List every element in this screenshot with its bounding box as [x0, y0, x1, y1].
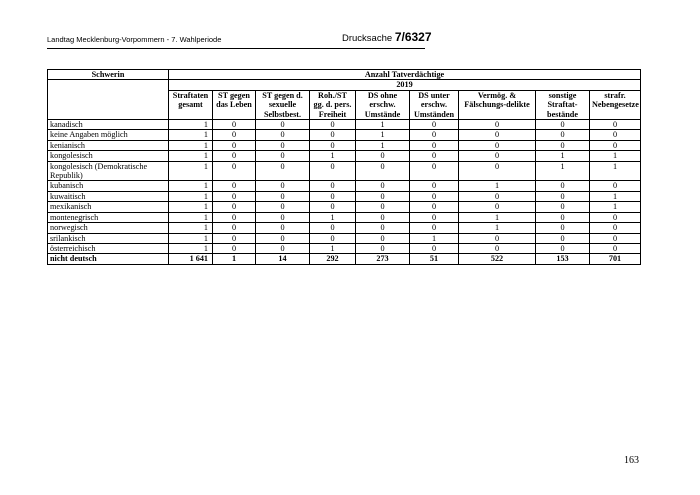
row-label: montenegrisch — [48, 212, 169, 222]
table-row — [48, 130, 641, 140]
table-cell: 0 — [459, 151, 536, 161]
table-cell: 0 — [356, 202, 410, 212]
table-cell: 0 — [356, 191, 410, 201]
total-row — [48, 254, 641, 264]
table-cell: 1 — [536, 161, 590, 181]
table-cell: 1 — [169, 191, 213, 201]
table-cell: 292 — [310, 254, 356, 264]
column-header: ST gegen d. sexuelle Selbstbest. — [256, 90, 310, 119]
table-cell: 1 — [310, 212, 356, 222]
suspects-table — [47, 69, 641, 265]
row-label: kubanisch — [48, 181, 169, 191]
row-label: österreichisch — [48, 243, 169, 253]
header-row-2 — [48, 80, 641, 90]
table-row — [48, 243, 641, 253]
row-label: kanadisch — [48, 120, 169, 130]
table-cell: 1 — [169, 130, 213, 140]
empty-header-cell — [48, 80, 169, 90]
table-cell: 1 — [356, 140, 410, 150]
table-cell: 0 — [410, 161, 459, 181]
table-cell: 0 — [256, 151, 310, 161]
table-cell: 0 — [590, 181, 641, 191]
table-cell: 14 — [256, 254, 310, 264]
table-cell: 0 — [590, 212, 641, 222]
row-label: nicht deutsch — [48, 254, 169, 264]
table-cell: 0 — [536, 212, 590, 222]
table-cell: 0 — [213, 151, 256, 161]
table-cell: 1 — [590, 202, 641, 212]
table-cell: 0 — [256, 243, 310, 253]
column-header: Straftaten gesamt — [169, 90, 213, 119]
table-row — [48, 223, 641, 233]
column-header: strafr. Nebengesetze — [590, 90, 641, 119]
page-number: 163 — [624, 455, 639, 466]
column-header: sonstige Straftat-bestände — [536, 90, 590, 119]
table-cell: 1 — [310, 243, 356, 253]
table-cell: 0 — [310, 140, 356, 150]
table-cell: 0 — [256, 202, 310, 212]
table-cell: 0 — [213, 120, 256, 130]
table-body — [48, 120, 641, 265]
table-cell: 0 — [213, 223, 256, 233]
table-cell: 0 — [310, 120, 356, 130]
table-cell: 0 — [590, 233, 641, 243]
table-cell: 1 — [410, 233, 459, 243]
row-label: keine Angaben möglich — [48, 130, 169, 140]
table-cell: 0 — [213, 243, 256, 253]
table-cell: 1 — [169, 223, 213, 233]
table-cell: 1 — [169, 140, 213, 150]
row-label: kongolesisch (Demokratische Republik) — [48, 161, 169, 181]
table-cell: 0 — [310, 191, 356, 201]
table-row — [48, 212, 641, 222]
table-cell: 0 — [459, 202, 536, 212]
table-cell: 0 — [356, 181, 410, 191]
table-cell: 0 — [459, 120, 536, 130]
column-header: Roh./ST gg. d. pers. Freiheit — [310, 90, 356, 119]
table-cell: 0 — [310, 181, 356, 191]
table-cell: 0 — [256, 161, 310, 181]
table-cell: 1 — [536, 151, 590, 161]
table-cell: 153 — [536, 254, 590, 264]
region-header: Schwerin — [48, 70, 169, 80]
column-header: DS unter erschw. Umständen — [410, 90, 459, 119]
column-header-row — [48, 90, 641, 119]
table-cell: 1 — [169, 212, 213, 222]
document-number: 7/6327 — [394, 30, 432, 44]
table-row — [48, 151, 641, 161]
table-cell: 1 — [590, 151, 641, 161]
table-cell: 0 — [213, 233, 256, 243]
table-cell: 1 — [356, 120, 410, 130]
table-cell: 0 — [459, 233, 536, 243]
table-cell: 0 — [256, 140, 310, 150]
table-cell: 0 — [256, 120, 310, 130]
table-row — [48, 233, 641, 243]
table-cell: 0 — [459, 161, 536, 181]
table-cell: 0 — [536, 233, 590, 243]
table-cell: 0 — [410, 191, 459, 201]
table-cell: 1 641 — [169, 254, 213, 264]
table-cell: 1 — [169, 202, 213, 212]
table-cell: 0 — [213, 212, 256, 222]
table-row — [48, 120, 641, 130]
table-cell: 0 — [310, 202, 356, 212]
table-cell: 0 — [213, 130, 256, 140]
table-cell: 0 — [410, 223, 459, 233]
document-reference — [342, 30, 432, 44]
year-header: 2019 — [169, 80, 641, 90]
table-cell: 0 — [536, 181, 590, 191]
table-cell: 0 — [536, 130, 590, 140]
table-cell: 1 — [169, 243, 213, 253]
table-cell: 701 — [590, 254, 641, 264]
empty-header-cell — [48, 90, 169, 119]
row-label: srilankisch — [48, 233, 169, 243]
table-cell: 0 — [410, 120, 459, 130]
table-cell: 0 — [356, 212, 410, 222]
table-cell: 0 — [310, 223, 356, 233]
table-cell: 0 — [356, 161, 410, 181]
row-label: kuwaitisch — [48, 191, 169, 201]
document-label: Drucksache — [342, 33, 393, 44]
table-cell: 0 — [590, 243, 641, 253]
table-cell: 0 — [213, 140, 256, 150]
table-cell: 0 — [410, 202, 459, 212]
table-cell: 0 — [256, 130, 310, 140]
table-cell: 0 — [410, 140, 459, 150]
table-cell: 0 — [459, 140, 536, 150]
table-cell: 0 — [256, 212, 310, 222]
table-cell: 1 — [169, 161, 213, 181]
group-header: Anzahl Tatverdächtige — [169, 70, 641, 80]
header-rule — [47, 48, 425, 49]
table-cell: 0 — [459, 191, 536, 201]
row-label: mexikanisch — [48, 202, 169, 212]
table-cell: 0 — [356, 243, 410, 253]
table-cell: 0 — [356, 233, 410, 243]
table-row — [48, 161, 641, 181]
table-cell: 0 — [310, 161, 356, 181]
column-header: ST gegen das Leben — [213, 90, 256, 119]
table-cell: 0 — [410, 181, 459, 191]
table-cell: 522 — [459, 254, 536, 264]
table-cell: 0 — [590, 130, 641, 140]
table-cell: 273 — [356, 254, 410, 264]
table-cell: 0 — [590, 140, 641, 150]
table-cell: 1 — [169, 181, 213, 191]
table-cell: 0 — [356, 223, 410, 233]
table-cell: 0 — [256, 181, 310, 191]
column-header: Vermög. & Fälschungs-delikte — [459, 90, 536, 119]
table-cell: 0 — [310, 233, 356, 243]
table-row — [48, 202, 641, 212]
table-cell: 0 — [410, 130, 459, 140]
header-row-1 — [48, 70, 641, 80]
table-cell: 1 — [590, 161, 641, 181]
table-cell: 1 — [169, 233, 213, 243]
table-cell: 0 — [459, 243, 536, 253]
table-cell: 1 — [590, 191, 641, 201]
table-cell: 0 — [536, 191, 590, 201]
table-cell: 0 — [256, 233, 310, 243]
table-cell: 0 — [213, 202, 256, 212]
table-cell: 0 — [410, 151, 459, 161]
parliament-header: Landtag Mecklenburg-Vorpommern - 7. Wahlperiode — [47, 35, 222, 44]
table-cell: 0 — [213, 161, 256, 181]
table-cell: 0 — [536, 140, 590, 150]
table-cell: 0 — [536, 223, 590, 233]
table-cell: 1 — [169, 120, 213, 130]
table-row — [48, 140, 641, 150]
table-cell: 0 — [410, 212, 459, 222]
table-cell: 0 — [536, 202, 590, 212]
table-cell: 0 — [410, 243, 459, 253]
table-cell: 0 — [536, 243, 590, 253]
table-cell: 1 — [459, 223, 536, 233]
table-cell: 1 — [459, 181, 536, 191]
table-cell: 0 — [213, 181, 256, 191]
table-cell: 51 — [410, 254, 459, 264]
table-cell: 0 — [256, 191, 310, 201]
table-cell: 0 — [310, 130, 356, 140]
table-cell: 1 — [459, 212, 536, 222]
table-cell: 0 — [590, 120, 641, 130]
table-row — [48, 191, 641, 201]
row-label: kenianisch — [48, 140, 169, 150]
table-row — [48, 181, 641, 191]
table-cell: 1 — [356, 130, 410, 140]
table-cell: 0 — [356, 151, 410, 161]
table-cell: 0 — [256, 223, 310, 233]
column-header: DS ohne erschw. Umstände — [356, 90, 410, 119]
table-cell: 0 — [590, 223, 641, 233]
row-label: kongolesisch — [48, 151, 169, 161]
table-cell: 0 — [213, 191, 256, 201]
table-cell: 1 — [310, 151, 356, 161]
table-cell: 1 — [213, 254, 256, 264]
table-cell: 1 — [169, 151, 213, 161]
table-cell: 0 — [459, 130, 536, 140]
table-cell: 0 — [536, 120, 590, 130]
row-label: norwegisch — [48, 223, 169, 233]
